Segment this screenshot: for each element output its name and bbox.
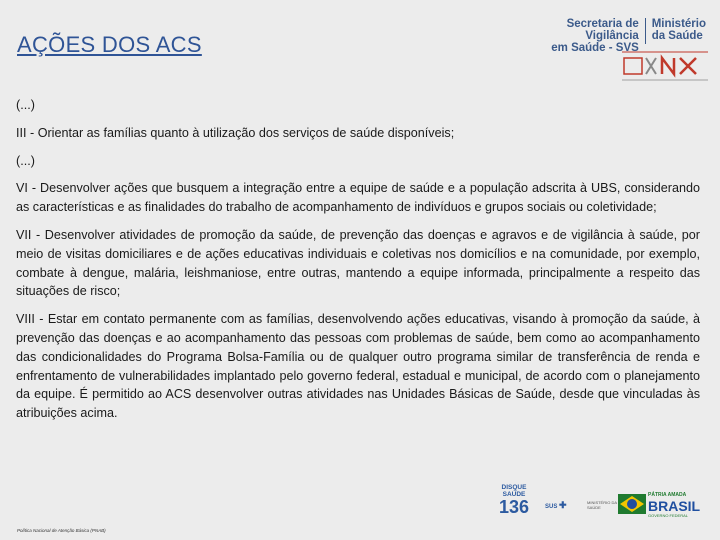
disque-line-1: DISQUE (501, 484, 527, 491)
logo-n (662, 58, 674, 74)
sus-logo (545, 500, 571, 516)
ms-line-2: da Saúde (651, 30, 703, 42)
paragraph-item-viii: VIII - Estar em contato permanente com as famílias, desenvolvendo ações educativas, visando à promoção da saúde, à prevenção das doenças e ao acompanhamento das pessoas com problemas de saúde, bem como ao acompanhamento das condicionalidades do Programa Bolsa-Família ou de qualquer outro programa similar de transferência de renda e enfrentamento de vulnerabilidades implantado pelo governo federal, estadual e municipal, de acordo com o planejamento da equipe. É permitido ao ACS desenvolver outras atividades nas Unidades Básicas de Saúde, desde que vinculadas às atribuições acima. (16, 312, 700, 421)
program-logo-icon (622, 50, 708, 82)
paragraph-item-vii: VII - Desenvolver atividades de promoção da saúde, de prevenção das doenças e agravos e de vigilância à saúde, por meio de visitas domiciliares e de ações educativas individuais e coletivas nos domicílios e na comunidade, por exemplo, combate à dengue, malária, leishmaniose, entre outras, mantendo a equipe informada, principalmente a respeito das situações de risco; (16, 227, 700, 299)
disque-saude-logo (494, 484, 534, 520)
ms-line-1: Ministério (651, 18, 706, 30)
disque-number: 136 (498, 497, 530, 517)
sus-text: SUS (545, 504, 558, 510)
logo-cross (646, 58, 656, 74)
svs-ministerio-logo (526, 18, 706, 54)
sus-cross-icon: ✚ (559, 500, 567, 510)
brasil-text: BRASIL (648, 498, 701, 514)
ministerio-saude-logo: MINISTÉRIO DA SAÚDE (587, 500, 617, 510)
svs-line-2: em Saúde - SVS (551, 42, 639, 54)
governo-federal-logo (618, 490, 710, 522)
body-text (16, 96, 700, 432)
logo-square (624, 58, 642, 74)
patria-amada-text: PÁTRIA AMADA (648, 492, 687, 498)
disque-line-2: SAÚDE (502, 491, 526, 498)
page-title: AÇÕES DOS ACS (17, 32, 202, 57)
paragraph-item-iii: III - Orientar as famílias quanto à utilização dos serviços de saúde disponíveis; (16, 125, 455, 140)
governo-federal-text: GOVERNO FEDERAL (648, 513, 689, 518)
svs-line-1: Secretaria de Vigilância (566, 18, 639, 42)
paragraph-ellipsis-1: (...) (16, 98, 35, 112)
paragraph-item-vi: VI - Desenvolver ações que busquem a integração entre a equipe de saúde e a população adscrita à UBS, considerando as características e as finalidades do trabalho de acompanhamento de indivíduos e grupos sociais ou coletividade; (16, 181, 700, 215)
paragraph-ellipsis-2: (...) (16, 153, 35, 168)
logo-x (680, 58, 696, 74)
brasil-flag-icon (618, 490, 646, 518)
footer-reference: Política Nacional de Atenção Básica (PNAB) (17, 528, 106, 533)
svs-logo-text (526, 18, 639, 54)
ministerio-logo-text (646, 18, 706, 42)
